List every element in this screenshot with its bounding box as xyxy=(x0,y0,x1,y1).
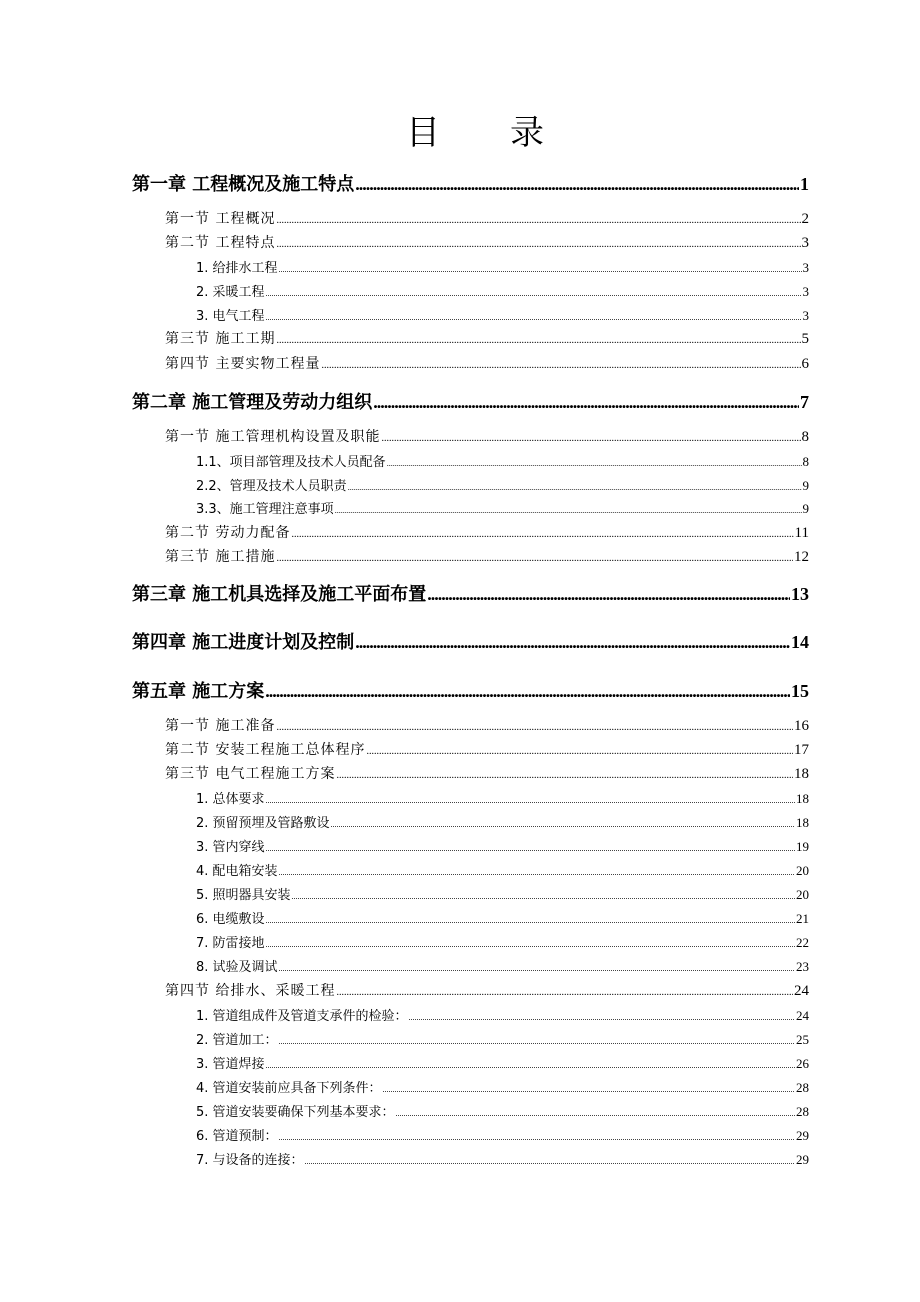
toc-section[interactable] xyxy=(165,546,809,566)
toc-subsection[interactable] xyxy=(196,812,809,831)
toc-page-number: 29 xyxy=(796,1152,809,1167)
toc-page-number: 24 xyxy=(794,983,809,999)
toc-entry-label: 3.3、施工管理注意事项 xyxy=(196,502,334,517)
toc-subsection[interactable] xyxy=(196,475,809,494)
dot-leader xyxy=(373,392,799,413)
toc-entry-label: 第一节 施工管理机构设置及职能 xyxy=(165,429,381,445)
dot-leader xyxy=(279,868,795,877)
toc-subsection[interactable] xyxy=(196,281,809,300)
toc-entry-label: 3. 管内穿线 xyxy=(196,840,265,855)
toc-entry-label: 第三节 施工措施 xyxy=(165,549,276,565)
dot-leader xyxy=(266,796,795,805)
toc-entry-label: 5. 照明器具安装 xyxy=(196,888,291,903)
toc-page-number: 11 xyxy=(794,525,809,541)
toc-chapter-2[interactable] xyxy=(132,388,809,414)
dot-leader xyxy=(336,770,793,781)
toc-page-number: 2 xyxy=(801,211,809,227)
toc-page-number: 18 xyxy=(796,815,809,830)
toc-entry-label: 第四节 给排水、采暖工程 xyxy=(165,983,336,999)
toc-page-number: 9 xyxy=(802,478,809,493)
toc-page-number: 19 xyxy=(796,839,809,854)
toc-page-number: 26 xyxy=(796,1056,809,1071)
toc-page-number: 28 xyxy=(796,1080,809,1095)
dot-leader xyxy=(335,506,802,515)
dot-leader xyxy=(409,1013,795,1022)
toc-entry-label: 第三节 施工工期 xyxy=(165,331,276,347)
dot-leader xyxy=(336,987,793,998)
toc-page-number: 18 xyxy=(796,791,809,806)
dot-leader xyxy=(276,215,800,226)
dot-leader xyxy=(331,820,795,829)
dot-leader xyxy=(279,964,795,973)
toc-entry-label: 第一章 工程概况及施工特点 xyxy=(132,174,355,195)
dot-leader xyxy=(266,844,795,853)
toc-entry-label: 2. 管道加工： xyxy=(196,1033,278,1048)
dot-leader xyxy=(266,313,802,322)
toc-page-number: 6 xyxy=(801,356,809,372)
dot-leader xyxy=(266,289,802,298)
dot-leader xyxy=(279,1133,795,1142)
toc-section[interactable] xyxy=(165,522,809,542)
dot-leader xyxy=(355,174,799,195)
toc-entry-label: 第五章 施工方案 xyxy=(132,681,265,702)
toc-subsection[interactable] xyxy=(196,860,809,879)
toc-page-number: 14 xyxy=(791,632,809,652)
toc-subsection[interactable] xyxy=(196,932,809,951)
toc-entry-label: 第三节 电气工程施工方案 xyxy=(165,766,336,782)
toc-entry-label: 第一节 工程概况 xyxy=(165,211,276,227)
toc-page-number: 15 xyxy=(791,681,809,701)
toc-entry-label: 2. 预留预埋及管路敷设 xyxy=(196,816,330,831)
toc-entry-label: 第二章 施工管理及劳动力组织 xyxy=(132,392,373,413)
toc-subsection[interactable] xyxy=(196,498,809,517)
toc-page-number: 17 xyxy=(794,742,809,758)
toc-subsection[interactable] xyxy=(196,788,809,807)
toc-entry-label: 7. 防雷接地 xyxy=(196,936,265,951)
toc-page-number: 7 xyxy=(800,392,809,412)
dot-leader xyxy=(266,940,795,949)
toc-page-number: 20 xyxy=(796,887,809,902)
toc-entry-label: 6. 管道预制： xyxy=(196,1129,278,1144)
toc-page-number: 8 xyxy=(801,429,809,445)
dot-leader xyxy=(387,459,802,468)
dot-leader xyxy=(355,632,790,653)
toc-entry-label: 4. 管道安装前应具备下列条件： xyxy=(196,1081,382,1096)
toc-chapter-3[interactable] xyxy=(132,580,809,606)
toc-page-number: 13 xyxy=(791,584,809,604)
toc-page-number: 23 xyxy=(796,959,809,974)
toc-entry-label: 1. 管道组成件及管道支承件的检验： xyxy=(196,1009,408,1024)
dot-leader xyxy=(321,360,800,371)
toc-entry-label: 第三章 施工机具选择及施工平面布置 xyxy=(132,584,427,605)
toc-page-number: 3 xyxy=(801,235,809,251)
toc-section[interactable] xyxy=(165,763,809,783)
toc-page-number: 3 xyxy=(802,308,809,323)
toc-section[interactable] xyxy=(165,715,809,735)
toc-page-number: 12 xyxy=(794,549,809,565)
dot-leader xyxy=(276,239,800,250)
toc-page-number: 25 xyxy=(796,1032,809,1047)
dot-leader xyxy=(276,335,800,346)
dot-leader xyxy=(348,483,802,492)
dot-leader xyxy=(396,1109,795,1118)
toc-subsection[interactable] xyxy=(196,1029,809,1048)
toc-page-number: 3 xyxy=(802,260,809,275)
toc-section[interactable] xyxy=(165,328,809,348)
toc-page-number: 20 xyxy=(796,863,809,878)
toc-chapter-1[interactable] xyxy=(132,170,809,196)
dot-leader xyxy=(276,722,793,733)
toc-page-number: 18 xyxy=(794,766,809,782)
toc-subsection[interactable] xyxy=(196,1005,809,1024)
toc-subsection[interactable] xyxy=(196,1125,809,1144)
toc-section[interactable] xyxy=(165,232,809,252)
dot-leader xyxy=(383,1085,795,1094)
toc-section[interactable] xyxy=(165,353,809,373)
toc-entry-label: 2.2、管理及技术人员职责 xyxy=(196,479,347,494)
dot-leader xyxy=(305,1157,795,1166)
toc-page-number: 16 xyxy=(794,718,809,734)
toc-section[interactable] xyxy=(165,739,809,759)
toc-entry-label: 6. 电缆敷设 xyxy=(196,912,265,927)
toc-subsection[interactable] xyxy=(196,956,809,975)
toc-entry-label: 3. 电气工程 xyxy=(196,309,265,324)
dot-leader xyxy=(265,681,790,702)
toc-entry-label: 8. 试验及调试 xyxy=(196,960,278,975)
toc-subsection[interactable] xyxy=(196,1101,809,1120)
toc-subsection[interactable] xyxy=(196,257,809,276)
toc-chapter-5[interactable] xyxy=(132,677,809,703)
toc-page-number: 3 xyxy=(802,284,809,299)
dot-leader xyxy=(266,916,795,925)
toc-entry-label: 第一节 施工准备 xyxy=(165,718,276,734)
dot-leader xyxy=(279,1037,795,1046)
toc-entry-label: 第二节 安装工程施工总体程序 xyxy=(165,742,366,758)
dot-leader xyxy=(292,892,795,901)
toc-entry-label: 2. 采暖工程 xyxy=(196,285,265,300)
toc-entry-label: 4. 配电箱安装 xyxy=(196,864,278,879)
toc-subsection[interactable] xyxy=(196,1077,809,1096)
toc-subsection[interactable] xyxy=(196,908,809,927)
toc-entry-label: 5. 管道安装要确保下列基本要求： xyxy=(196,1105,395,1120)
toc-page-number: 22 xyxy=(796,935,809,950)
toc-title: 目录 xyxy=(406,113,614,153)
toc-page-number: 28 xyxy=(796,1104,809,1119)
toc-page-number: 9 xyxy=(802,501,809,516)
toc-section[interactable] xyxy=(165,980,809,1000)
dot-leader xyxy=(266,1061,795,1070)
toc-page-number: 21 xyxy=(796,911,809,926)
dot-leader xyxy=(427,584,790,605)
toc-section[interactable] xyxy=(165,426,809,446)
toc-entry-label: 1.1、项目部管理及技术人员配备 xyxy=(196,455,386,470)
toc-subsection[interactable] xyxy=(196,836,809,855)
toc-entry-label: 第四章 施工进度计划及控制 xyxy=(132,632,355,653)
toc-entry-label: 第二节 工程特点 xyxy=(165,235,276,251)
toc-entry-label: 第四节 主要实物工程量 xyxy=(165,356,321,372)
toc-page-number: 8 xyxy=(802,454,809,469)
dot-leader xyxy=(366,746,793,757)
toc-page-number: 24 xyxy=(796,1008,809,1023)
toc-subsection[interactable] xyxy=(196,451,809,470)
toc-entry-label: 3. 管道焊接 xyxy=(196,1057,265,1072)
toc-page-number: 1 xyxy=(800,174,809,194)
dot-leader xyxy=(291,529,793,540)
dot-leader xyxy=(279,265,802,274)
toc-subsection[interactable] xyxy=(196,305,809,324)
toc-subsection[interactable] xyxy=(196,1149,809,1168)
dot-leader xyxy=(381,433,800,444)
toc-entry-label: 7. 与设备的连接： xyxy=(196,1153,304,1168)
toc-entry-label: 1. 给排水工程 xyxy=(196,261,278,276)
toc-subsection[interactable] xyxy=(196,884,809,903)
toc-chapter-4[interactable] xyxy=(132,628,809,654)
toc-entry-label: 1. 总体要求 xyxy=(196,792,265,807)
toc-subsection[interactable] xyxy=(196,1053,809,1072)
dot-leader xyxy=(276,553,793,564)
toc-entry-label: 第二节 劳动力配备 xyxy=(165,525,291,541)
toc-page-number: 29 xyxy=(796,1128,809,1143)
toc-section[interactable] xyxy=(165,208,809,228)
toc-page-number: 5 xyxy=(801,331,809,347)
